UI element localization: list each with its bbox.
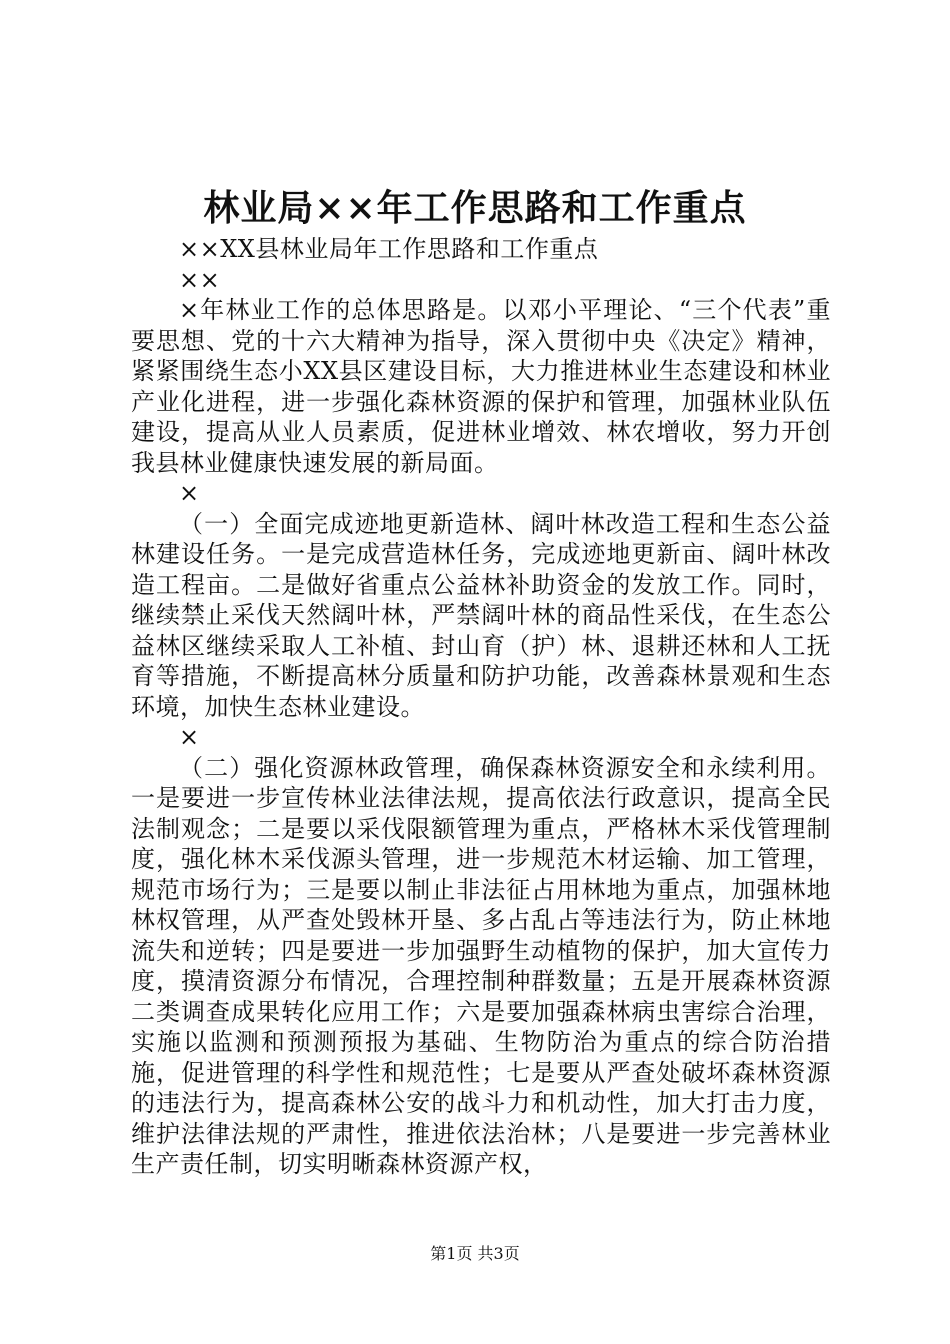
overall-approach-paragraph: ×年林业工作的总体思路是。以邓小平理论、“三个代表”重要思想、党的十六大精神为指导，深入贯彻中央《决定》精神，紧紧围绕生态小XX县区建设目标，大力推进林业生态建设和林业产业化进程，进一步强化森林资源的保护和管理，加强林业队伍建设，提高从业人员素质，促进林业增效、林农增收，努力开创我县林业健康快速发展的新局面。 — [131, 296, 831, 477]
page-footer: 第1页 共3页 — [430, 1244, 520, 1263]
section-two-paragraph: （二）强化资源林政管理，确保森林资源安全和永续利用。一是要进一步宣传林业法律法规，提高依法行政意识，提高全民法制观念；二是要以采伐限额管理为重点，严格林木采伐管理制度，强化林木采伐源头管理，进一步规范木材运输、加工管理，规范市场行为；三是要以制止非法征占用林地为重点，加强林地林权管理，从严查处毁林开垦、多占乱占等违法行为，防止林地流失和逆转；四是要进一步加强野生动植物的保护，加大宣传力度，摸清资源分布情况，合理控制种群数量；五是开展森林资源二类调查成果转化应用工作；六是要加强森林病虫害综合治理，实施以监测和预测预报为基础、生物防治为重点的综合防治措施，促进管理的科学性和规范性；七是要从严查处破坏森林资源的违法行为，提高森林公安的战斗力和机动性，加大打击力度，维护法律法规的严肃性，推进依法治林；八是要进一步完善林业生产责任制，切实明晰森林资源产权， — [131, 753, 831, 1178]
section-one-paragraph: （一）全面完成迹地更新造林、阔叶林改造工程和生态公益林建设任务。一是完成营造林任务，完成迹地更新亩、阔叶林改造工程亩。二是做好省重点公益林补助资金的发放工作。同时，继续禁止采伐天然阔叶林，严禁阔叶林的商品性采伐，在生态公益林区继续采取人工补植、封山育（护）林、退耕还林和人工抚育等措施，不断提高林分质量和防护功能，改善森林景观和生态环境，加快生态林业建设。 — [131, 509, 831, 721]
document-body — [131, 234, 831, 1180]
placeholder-paragraph: × — [179, 479, 200, 507]
placeholder-paragraph: ×× — [179, 265, 221, 294]
document-title: 林业局××年工作思路和工作重点 — [203, 187, 747, 229]
subtitle-paragraph: ××XX县林业局年工作思路和工作重点 — [179, 235, 599, 263]
placeholder-paragraph: × — [179, 723, 200, 751]
